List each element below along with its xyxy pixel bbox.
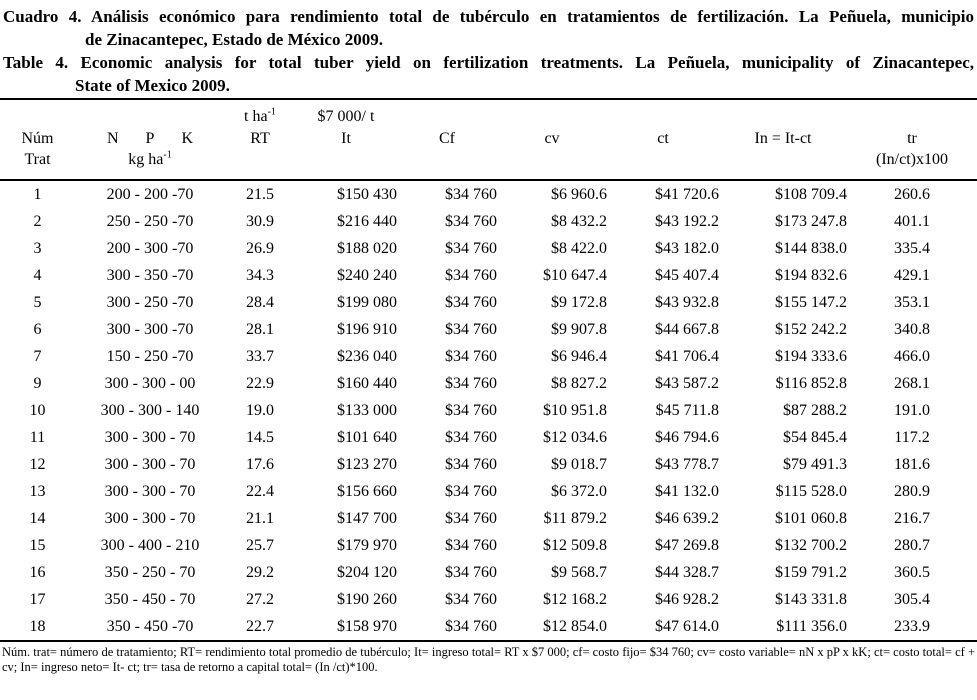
npk-letter-p: P	[145, 129, 155, 147]
cell-cf: $34 760	[445, 320, 497, 338]
cell-num-trat: 1	[33, 185, 42, 203]
table-row	[0, 289, 977, 316]
cell-ct: $41 132.0	[655, 482, 719, 500]
table-row	[0, 262, 977, 289]
cell-cv: $9 568.7	[551, 563, 607, 581]
col-header-ct: ct	[657, 129, 669, 147]
header-spacer	[75, 99, 225, 126]
header-spacer	[847, 99, 977, 126]
cell-cv: $12 854.0	[497, 613, 607, 641]
cell-in: $152 242.2	[775, 320, 847, 338]
economic-analysis-table	[0, 98, 977, 642]
table-body	[0, 180, 977, 641]
cell-it: $204 120	[337, 563, 397, 581]
cell-rt: 28.4	[246, 293, 274, 311]
cell-npk: 300 - 250 -70	[106, 293, 194, 311]
rt-unit-superscript: -1	[267, 106, 276, 118]
cell-cv: $6 372.0	[551, 482, 607, 500]
cell-cf: $34 760	[445, 536, 497, 554]
npk-letter-group	[75, 130, 225, 148]
cell-num-trat: 5	[33, 293, 42, 311]
cell-it: $196 910	[337, 320, 397, 338]
cell-tr: 280.7	[894, 536, 930, 554]
cell-ct: $45 711.8	[655, 401, 719, 419]
cell-npk: 150 - 250 -70	[106, 347, 194, 365]
header-subs-row	[0, 151, 977, 180]
cell-tr: 360.5	[894, 563, 930, 581]
table-row	[0, 424, 977, 451]
cell-num-trat: 6	[33, 320, 42, 338]
table-footnote: Núm. trat= número de tratamiento; RT= rendimiento total promedio de tubérculo; It= ingreso total= RT x $7 000; cf= costo fijo= $34 760; cv= costo variable= nN x pP x kK; ct= costo total= cf + cv; In= ingreso neto= It- ct; tr= tasa de retorno a capital total= (In /ct)*100.	[2, 645, 975, 674]
cell-in: $111 356.0	[719, 613, 847, 641]
cell-tr: 268.1	[894, 374, 930, 392]
cell-tr: 117.2	[894, 428, 930, 446]
cell-ct: $46 928.2	[655, 590, 719, 608]
cell-cf: $34 760	[445, 401, 497, 419]
cell-ct: $47 614.0	[607, 613, 719, 641]
cell-tr: 216.7	[894, 509, 930, 527]
cell-ct: $43 932.8	[655, 293, 719, 311]
table-row	[0, 316, 977, 343]
cell-npk: 300 - 300 -70	[106, 320, 194, 338]
table-row	[0, 370, 977, 397]
cell-rt: 22.9	[246, 374, 274, 392]
cell-ct: $44 328.7	[655, 563, 719, 581]
cell-it: $147 700	[337, 509, 397, 527]
cell-cv: $11 879.2	[543, 509, 607, 527]
cell-num-trat: 9	[33, 374, 42, 392]
cell-it: $179 970	[337, 536, 397, 554]
table-row	[0, 180, 977, 208]
npk-unit-base: kg ha	[128, 151, 164, 168]
cell-npk: 300 - 350 -70	[106, 266, 194, 284]
cell-in: $144 838.0	[775, 239, 847, 257]
caption-english-line2: State of Mexico 2009.	[75, 76, 230, 95]
col-header-rt: RT	[250, 129, 270, 147]
table-caption	[0, 0, 977, 97]
cell-cv: $8 422.0	[551, 239, 607, 257]
cell-ct: $43 182.0	[655, 239, 719, 257]
cell-cf: $34 760	[445, 509, 497, 527]
table-header	[0, 99, 977, 180]
cell-cf: $34 760	[445, 212, 497, 230]
cell-rt: 22.7	[225, 613, 295, 641]
cell-cv: $9 907.8	[551, 320, 607, 338]
col-header-tr: tr	[907, 129, 917, 147]
cell-ct: $43 778.7	[655, 455, 719, 473]
cell-rt: 26.9	[246, 239, 274, 257]
col-header-cf: Cf	[439, 129, 455, 147]
cell-npk: 300 - 300 - 70	[104, 482, 196, 500]
cell-in: $79 491.3	[783, 455, 847, 473]
cell-rt: 30.9	[246, 212, 274, 230]
table-row	[0, 613, 977, 641]
cell-cv: $6 946.4	[551, 347, 607, 365]
cell-cv: $8 827.2	[551, 374, 607, 392]
table-row	[0, 343, 977, 370]
cell-in: $194 333.6	[775, 347, 847, 365]
cell-in: $173 247.8	[775, 212, 847, 230]
cell-tr: 233.9	[847, 613, 977, 641]
cell-rt: 33.7	[246, 347, 274, 365]
cell-it: $150 430	[337, 185, 397, 203]
cell-cf: $34 760	[445, 266, 497, 284]
cell-cv: $10 951.8	[543, 401, 607, 419]
cell-it: $188 020	[337, 239, 397, 257]
cell-rt: 14.5	[246, 428, 274, 446]
cell-cv: $12 034.6	[543, 428, 607, 446]
col-header-num-line2: Trat	[0, 151, 75, 180]
header-spacer	[0, 99, 75, 126]
npk-letter-n: N	[106, 129, 119, 147]
cell-tr: 401.1	[894, 212, 930, 230]
table-row	[0, 478, 977, 505]
caption-english-line1: Table 4. Economic analysis for total tuber yield on fertilization treatments. La Peñuela, municipality of Zinacantepec,	[3, 53, 974, 72]
cell-num-trat: 3	[33, 239, 42, 257]
col-header-tr-formula: (In/ct)x100	[847, 151, 977, 180]
cell-ct: $46 639.2	[655, 509, 719, 527]
header-spacer	[295, 151, 397, 180]
caption-spanish-line1: Cuadro 4. Análisis económico para rendimiento total de tubérculo en tratamientos de fertilización. La Peñuela, municipio	[3, 7, 974, 26]
cell-ct: $43 587.2	[655, 374, 719, 392]
cell-it: $216 440	[337, 212, 397, 230]
cell-rt: 25.7	[246, 536, 274, 554]
header-spacer	[225, 151, 295, 180]
cell-it: $133 000	[337, 401, 397, 419]
cell-cv: $6 960.6	[551, 185, 607, 203]
cell-cv: $12 509.8	[543, 536, 607, 554]
header-spacer	[397, 99, 497, 126]
cell-cf: $34 760	[445, 239, 497, 257]
cell-in: $116 852.8	[775, 374, 847, 392]
cell-tr: 466.0	[894, 347, 930, 365]
cell-in: $87 288.2	[783, 401, 847, 419]
header-spacer	[719, 151, 847, 180]
cell-ct: $44 667.8	[655, 320, 719, 338]
cell-num-trat: 15	[29, 536, 46, 554]
cell-tr: 260.6	[894, 185, 930, 203]
cell-npk: 300 - 300 - 70	[104, 509, 196, 527]
cell-cf: $34 760	[445, 347, 497, 365]
cell-rt: 28.1	[246, 320, 274, 338]
header-spacer	[607, 151, 719, 180]
cell-cv: $9 172.8	[551, 293, 607, 311]
cell-in: $143 331.8	[775, 590, 847, 608]
cell-num-trat: 14	[29, 509, 46, 527]
cell-ct: $47 269.8	[655, 536, 719, 554]
cell-cv: $12 168.2	[543, 590, 607, 608]
cell-rt: 34.3	[246, 266, 274, 284]
cell-ct: $43 192.2	[655, 212, 719, 230]
cell-tr: 181.6	[894, 455, 930, 473]
cell-cf: $34 760	[445, 455, 497, 473]
cell-rt: 21.1	[246, 509, 274, 527]
col-header-in: In = It-ct	[754, 129, 812, 147]
col-header-npk	[75, 126, 225, 151]
cell-it: $160 440	[337, 374, 397, 392]
cell-cf: $34 760	[445, 563, 497, 581]
cell-num-trat: 12	[29, 455, 46, 473]
cell-cv: $10 647.4	[543, 266, 607, 284]
table-row	[0, 451, 977, 478]
npk-unit-superscript: -1	[163, 149, 172, 161]
cell-npk: 250 - 250 -70	[106, 212, 194, 230]
cell-cf: $34 760	[445, 293, 497, 311]
col-header-cv: cv	[544, 129, 560, 147]
header-labels-row	[0, 126, 977, 151]
cell-in: $159 791.2	[775, 563, 847, 581]
cell-num-trat: 10	[29, 401, 46, 419]
cell-it: $190 260	[337, 590, 397, 608]
cell-num-trat: 16	[29, 563, 46, 581]
cell-it: $236 040	[337, 347, 397, 365]
it-unit-label: $7 000/ t	[295, 99, 397, 126]
cell-it: $156 660	[337, 482, 397, 500]
cell-it: $123 270	[337, 455, 397, 473]
table-row	[0, 505, 977, 532]
cell-rt: 22.4	[246, 482, 274, 500]
header-spacer	[397, 151, 497, 180]
cell-in: $108 709.4	[775, 185, 847, 203]
cell-in: $101 060.8	[775, 509, 847, 527]
cell-cf: $34 760	[445, 428, 497, 446]
rt-unit-base: t ha	[244, 108, 268, 125]
cell-in: $155 147.2	[775, 293, 847, 311]
cell-in: $132 700.2	[775, 536, 847, 554]
npk-unit-label	[75, 151, 225, 180]
npk-letter-k: K	[181, 129, 194, 147]
cell-it: $199 080	[337, 293, 397, 311]
cell-cf: $34 760	[445, 374, 497, 392]
cell-in: $54 845.4	[783, 428, 847, 446]
table-row	[0, 586, 977, 613]
cell-ct: $41 706.4	[655, 347, 719, 365]
cell-npk: 200 - 300 -70	[106, 239, 194, 257]
cell-rt: 29.2	[246, 563, 274, 581]
cell-num-trat: 4	[33, 266, 42, 284]
table-row	[0, 208, 977, 235]
cell-rt: 19.0	[246, 401, 274, 419]
cell-it: $240 240	[337, 266, 397, 284]
cell-cv: $9 018.7	[551, 455, 607, 473]
cell-num-trat: 7	[33, 347, 42, 365]
cell-npk: 300 - 400 - 210	[100, 536, 200, 554]
table-row	[0, 559, 977, 586]
cell-cf: $34 760	[445, 185, 497, 203]
cell-cv: $8 432.2	[551, 212, 607, 230]
cell-num-trat: 17	[29, 590, 46, 608]
cell-npk: 350 - 450 -70	[75, 613, 225, 641]
header-spacer	[497, 151, 607, 180]
caption-spanish-line2: de Zinacantepec, Estado de México 2009.	[85, 30, 383, 49]
table-row	[0, 235, 977, 262]
cell-tr: 280.9	[894, 482, 930, 500]
cell-ct: $45 407.4	[655, 266, 719, 284]
cell-tr: 191.0	[894, 401, 930, 419]
cell-cf: $34 760	[397, 613, 497, 641]
cell-tr: 429.1	[894, 266, 930, 284]
cell-npk: 300 - 300 - 70	[104, 428, 196, 446]
cell-it: $101 640	[337, 428, 397, 446]
cell-in: $194 832.6	[775, 266, 847, 284]
table-row	[0, 397, 977, 424]
header-units-row	[0, 99, 977, 126]
cell-ct: $46 794.6	[655, 428, 719, 446]
cell-it: $158 970	[295, 613, 397, 641]
cell-cf: $34 760	[445, 482, 497, 500]
cell-tr: 305.4	[894, 590, 930, 608]
cell-num-trat: 2	[33, 212, 42, 230]
cell-npk: 300 - 300 - 70	[104, 455, 196, 473]
header-spacer	[719, 99, 847, 126]
cell-rt: 27.2	[246, 590, 274, 608]
header-spacer	[497, 99, 607, 126]
cell-tr: 340.8	[894, 320, 930, 338]
cell-num-trat: 18	[0, 613, 75, 641]
col-header-num: Núm	[21, 129, 54, 147]
cell-npk: 300 - 300 - 00	[104, 374, 196, 392]
cell-in: $115 528.0	[775, 482, 847, 500]
cell-tr: 353.1	[894, 293, 930, 311]
col-header-it: It	[341, 129, 351, 147]
rt-unit-label	[225, 99, 295, 126]
cell-cf: $34 760	[445, 590, 497, 608]
header-spacer	[607, 99, 719, 126]
cell-num-trat: 13	[29, 482, 46, 500]
cell-tr: 335.4	[894, 239, 930, 257]
cell-npk: 200 - 200 -70	[106, 185, 194, 203]
cell-rt: 21.5	[246, 185, 274, 203]
cell-rt: 17.6	[246, 455, 274, 473]
cell-npk: 350 - 250 - 70	[104, 563, 196, 581]
cell-npk: 350 - 450 - 70	[104, 590, 196, 608]
cell-num-trat: 11	[29, 428, 46, 446]
table-row	[0, 532, 977, 559]
cell-npk: 300 - 300 - 140	[100, 401, 200, 419]
cell-ct: $41 720.6	[655, 185, 719, 203]
